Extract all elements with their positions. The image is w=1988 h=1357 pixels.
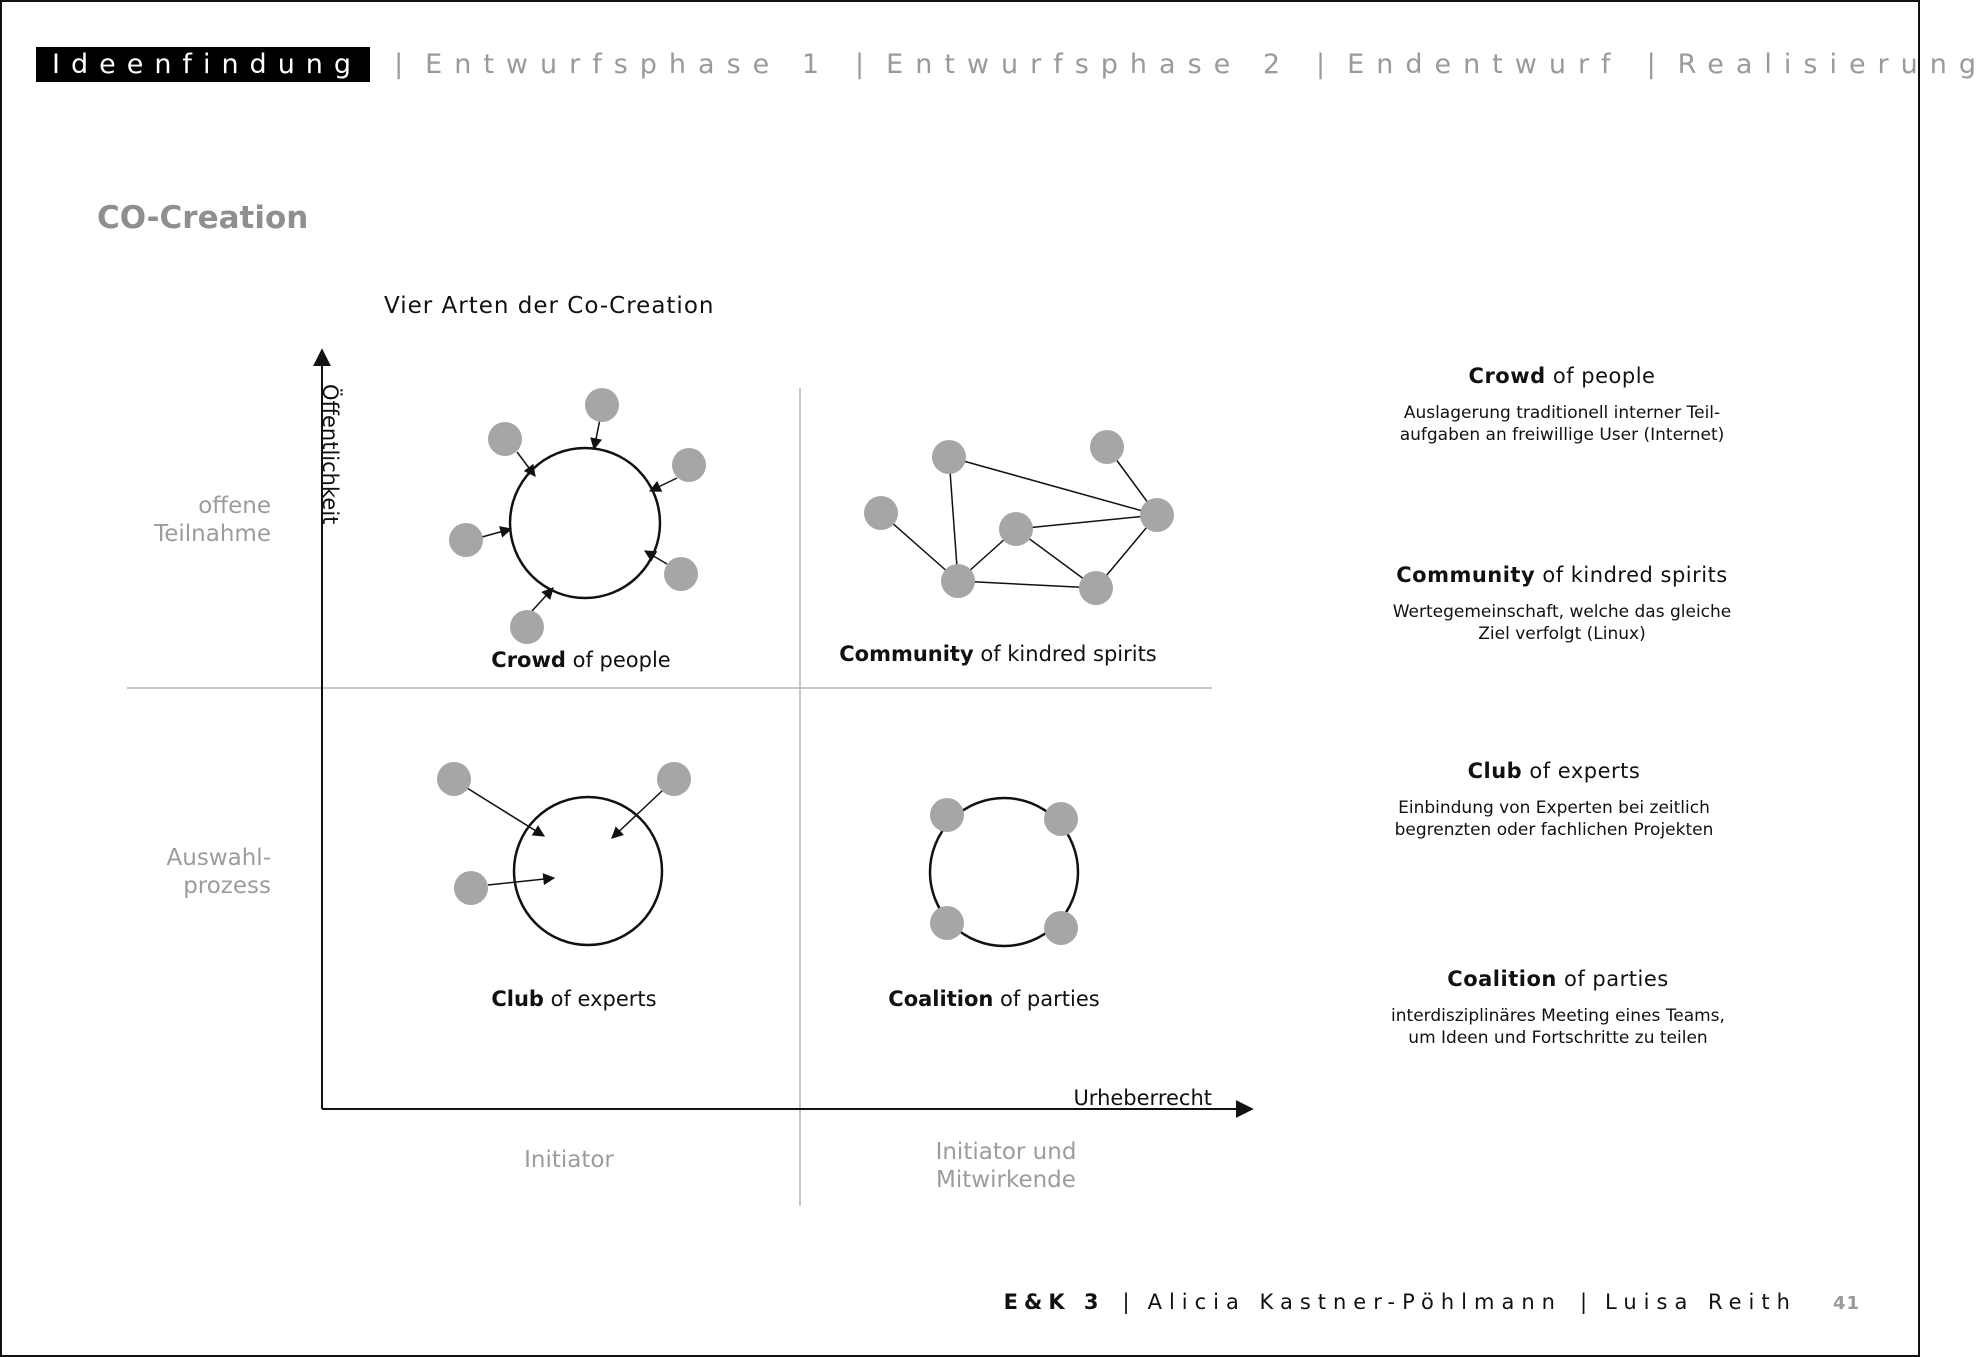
description-line: aufgaben an freiwillige User (Internet) (1399, 425, 1725, 445)
club-circle (514, 797, 662, 945)
crowd-arrow (532, 588, 553, 611)
row-label-prozess: prozess (183, 873, 271, 899)
club-arrow (488, 878, 554, 885)
community-node (941, 564, 975, 598)
coalition-node (930, 798, 964, 832)
community-node (999, 512, 1033, 546)
description-line: Einbindung von Experten bei zeitlich (1398, 798, 1710, 818)
col-label-mitwirkende: Mitwirkende (936, 1167, 1076, 1193)
description-coalition (1338, 967, 1778, 1049)
quadrant-label-coalition (888, 987, 1099, 1011)
description-heading-bold: Community (1396, 563, 1536, 587)
x-axis-label: Urheberrecht (1073, 1086, 1212, 1110)
quadrant-label-bold: Crowd (491, 648, 566, 672)
description-heading-rest: of kindred spirits (1535, 563, 1728, 587)
description-crowd (1342, 364, 1782, 446)
community-link (949, 457, 1157, 515)
row-label-offene: offene (198, 493, 271, 519)
description-body (1338, 1005, 1778, 1049)
crowd-diagram (449, 388, 706, 644)
crowd-circle (510, 448, 660, 598)
club-node (437, 762, 471, 796)
quadrant-label-bold: Coalition (888, 987, 994, 1011)
quadrant-label-bold: Club (491, 987, 544, 1011)
club-arrow (612, 790, 663, 838)
crowd-node (672, 448, 706, 482)
description-line: interdisziplinäres Meeting eines Teams, (1391, 1006, 1725, 1026)
description-heading-bold: Coalition (1447, 967, 1557, 991)
description-heading-rest: of parties (1556, 967, 1669, 991)
description-club (1334, 759, 1774, 841)
row-label-auswahl: Auswahl- (166, 845, 271, 871)
diagram-title: Vier Arten der Co-Creation (384, 293, 715, 319)
nav-item-realisierung[interactable]: Realisierung (1677, 48, 1988, 80)
description-line: um Ideen und Fortschritte zu teilen (1408, 1028, 1708, 1048)
row-label-teilnahme: Teilnahme (154, 521, 271, 547)
community-link (949, 457, 958, 581)
description-heading-bold: Club (1467, 759, 1523, 783)
nav-separator: | (1646, 48, 1656, 80)
coalition-node (930, 906, 964, 940)
community-node (932, 440, 966, 474)
quadrant-label-bold: Community (839, 642, 974, 666)
description-body (1342, 601, 1782, 645)
footer-separator: | (1579, 1290, 1588, 1314)
quadrant-label-crowd (491, 648, 670, 672)
crowd-node (585, 388, 619, 422)
description-line: begrenzten oder fachlichen Projekten (1394, 820, 1714, 840)
quadrant-label-club (491, 987, 656, 1011)
nav-separator: | (855, 48, 865, 80)
nav-separator: | (1316, 48, 1326, 80)
crowd-arrow (650, 478, 677, 491)
quadrant-label-community (839, 642, 1157, 666)
quadrant-label-rest: of people (565, 648, 671, 672)
footer (1004, 1290, 1860, 1314)
community-diagram (864, 430, 1174, 605)
club-node (454, 871, 488, 905)
section-title: CO-Creation (97, 200, 309, 236)
col-label-initiator: Initiator (524, 1147, 614, 1173)
crowd-arrow (482, 529, 511, 537)
nav-item-active[interactable]: Ideenfindung (36, 47, 370, 82)
description-line: Ziel verfolgt (Linux) (1478, 624, 1646, 644)
description-heading (1342, 364, 1782, 388)
description-heading-bold: Crowd (1468, 364, 1546, 388)
community-node (1079, 571, 1113, 605)
crowd-arrow (517, 452, 535, 476)
page-number: 41 (1832, 1293, 1860, 1314)
footer-author: Luisa Reith (1605, 1290, 1797, 1314)
description-heading-rest: of experts (1522, 759, 1641, 783)
crowd-node (510, 610, 544, 644)
crowd-arrow (594, 419, 600, 449)
nav-item-entwurfsphase-1[interactable]: Entwurfsphase 1 (425, 48, 832, 80)
crowd-node (664, 557, 698, 591)
col-label-initiator-und: Initiator und (935, 1139, 1077, 1165)
community-node (1140, 498, 1174, 532)
crowd-node (449, 523, 483, 557)
crowd-node (488, 422, 522, 456)
club-diagram (437, 762, 691, 945)
description-heading (1342, 563, 1782, 587)
community-node (864, 496, 898, 530)
community-link (1016, 515, 1157, 529)
coalition-diagram (930, 798, 1078, 946)
quadrant-label-rest: of experts (543, 987, 657, 1011)
community-link (958, 581, 1096, 588)
quadrant-label-rest: of parties (993, 987, 1100, 1011)
description-community (1342, 563, 1782, 645)
description-body (1342, 402, 1782, 446)
nav-item-endentwurf[interactable]: Endentwurf (1347, 48, 1623, 80)
coalition-node (1044, 802, 1078, 836)
footer-separator: | (1122, 1290, 1130, 1314)
y-axis-label: Öffentlichkeit (318, 384, 342, 525)
nav-item-entwurfsphase-2[interactable]: Entwurfsphase 2 (886, 48, 1293, 80)
description-line: Auslagerung traditionell interner Teil- (1403, 403, 1721, 423)
description-heading-rest: of people (1545, 364, 1656, 388)
footer-author: Alicia Kastner-Pöhlmann (1147, 1290, 1562, 1314)
club-arrow (467, 788, 544, 836)
description-line: Wertegemeinschaft, welche das gleiche (1392, 602, 1732, 622)
nav-separator: | (394, 48, 404, 80)
quadrant-label-rest: of kindred spirits (973, 642, 1157, 666)
footer-brand: E&K 3 (1003, 1290, 1105, 1314)
community-node (1090, 430, 1124, 464)
coalition-node (1044, 911, 1078, 945)
description-body (1334, 797, 1774, 841)
description-heading (1338, 967, 1778, 991)
club-node (657, 762, 691, 796)
description-heading (1334, 759, 1774, 783)
